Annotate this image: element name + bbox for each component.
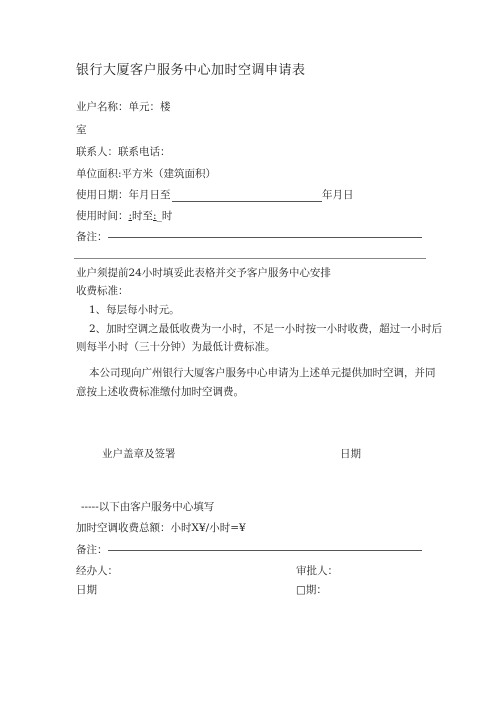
office-remark-blank-line <box>108 550 422 551</box>
use-time-field <box>76 209 172 223</box>
office-remark-label: 备注： <box>76 544 108 556</box>
fee-total-field: 加时空调收费总额：小时X¥/小时=¥ <box>76 522 246 534</box>
owner-seal-signature-label: 业户盖章及签署 <box>102 448 176 460</box>
fee-rule-2-line1: 2、加时空调之最低收费为一小时，不足一小时按一小时收费，超过一小时后 <box>89 323 443 335</box>
use-date-blank-line <box>172 201 322 202</box>
section-divider <box>74 258 426 259</box>
advance-notice: 业户须提前24小时填妥此表格并交予客户服务中心安排 <box>76 267 331 279</box>
use-time-label: 使用时间： <box>76 210 129 222</box>
fee-rule-2-line2: 则每半小时（三十分钟）为最低计费标准。 <box>76 341 276 353</box>
use-time-end-blank: : <box>153 210 157 222</box>
office-use-header: -----以下由客户服务中心填写 <box>81 501 215 513</box>
signature-date-label: 日期 <box>340 448 361 460</box>
use-date-end-label: 年月日 <box>322 189 354 201</box>
handler-label: 经办人： <box>76 565 118 577</box>
office-date-right-label: □期： <box>296 584 327 596</box>
use-date-label: 使用日期：年月日至 <box>76 189 171 201</box>
application-statement-line2: 意按上述收费标准缴付加时空调费。 <box>76 386 244 398</box>
application-statement-line1: 本公司现向广州银行大厦客户服务中心申请为上述单元提供加时空调，并同 <box>89 367 436 379</box>
owner-name-field: 业户名称：单元：楼 <box>76 101 171 113</box>
use-time-start-blank: : <box>128 210 133 222</box>
unit-area-field: 单位面积:平方米（建筑面积） <box>76 168 217 180</box>
room-field: 室 <box>76 124 87 136</box>
use-time-suffix: _时 <box>156 210 173 222</box>
remark-label: 备注： <box>76 231 108 243</box>
fee-rule-1: 1、每层每小时元。 <box>89 304 180 316</box>
office-date-left-label: 日期 <box>76 584 97 596</box>
remark-blank-line <box>108 237 422 238</box>
form-title: 银行大厦客户服务中心加时空调申请表 <box>76 63 306 78</box>
approver-label: 审批人： <box>296 565 338 577</box>
fee-standard-title: 收费标准： <box>76 285 129 297</box>
contact-field: 联系人：联系电话： <box>76 146 171 158</box>
use-time-mid: 时至 <box>132 210 154 222</box>
